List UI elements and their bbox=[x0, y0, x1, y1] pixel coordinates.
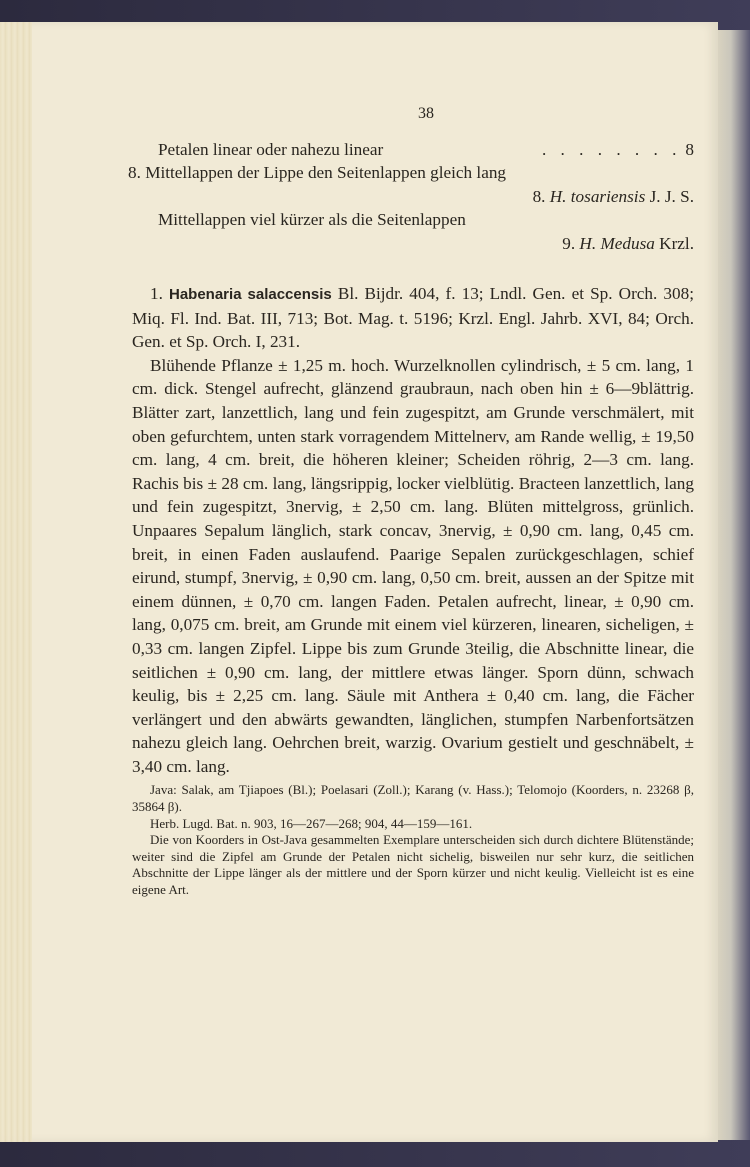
note-localities: Java: Salak, am Tjiapoes (Bl.); Poelasari (Zoll.); Karang (v. Hass.); Telomojo (Koorders, n. 23268 β, 35864 β). bbox=[132, 782, 694, 815]
key-line-3-num: 8. bbox=[532, 186, 546, 206]
key-line-3-author: J. J. S. bbox=[649, 186, 694, 206]
key-line-3-genus: H. bbox=[549, 186, 567, 206]
species-number: 1. bbox=[150, 284, 163, 303]
species-heading bbox=[132, 282, 694, 354]
note-herbarium: Herb. Lugd. Bat. n. 903, 16—267—268; 904, 44—159—161. bbox=[150, 815, 473, 831]
species-name: Habenaria salaccensis bbox=[169, 286, 332, 303]
species-entry bbox=[132, 282, 694, 899]
key-line-3-species: tosariensis bbox=[570, 186, 646, 206]
key-line-1 bbox=[158, 138, 694, 162]
key-line-1-ref: 8 bbox=[685, 139, 694, 159]
key-line-1-text: Petalen linear oder nahezu linear bbox=[158, 139, 384, 159]
key-line-5-genus: H. bbox=[579, 233, 597, 253]
species-description: Blühende Pflanze ± 1,25 m. hoch. Wurzelknollen cylindrisch, ± 5 cm. lang, 1 cm. dick. Stengel aufrecht, glänzend graubraun, nach oben hin ± 6—9blättrig. Blätter zart, lanzettlich, lang und fein zugespitzt, am Grunde verschmälert, mit oben gefurchtem, unten stark vorragendem Mittelnerv, am Rande wellig, ± 19,50 cm. lang, 4 cm. breit, die höheren kleiner; Scheiden röhrig, 2—3 cm. lang. Rachis bis ± 28 cm. lang, längsrippig, locker vielblütig. Bracteen lanzettlich, lang und fein zugespitzt, 3nervig, ± 2,50 cm. lang. Blüten mittelgross, grünlich. Unpaares Sepalum länglich, stark concav, 3nervig, ± 0,90 cm. lang, 0,45 cm. breit, in einen Faden auslaufend. Paarige Sepalen zurückgeschlagen, schief eirund, stumpf, 3nervig, ± 0,90 cm. lang, 0,50 cm. breit, aussen an der Spitze mit einem dünnen, ± 0,70 cm. langen Faden. Petalen aufrecht, linear, ± 0,90 cm. lang, 0,075 cm. breit, am Grunde mit einem viel kürzeren, linearen, sicheligen, ± 0,33 cm. langen Zipfel. Lippe bis zum Grunde 3teilig, die Abschnitte linear, die seitlichen ± 0,90 cm. lang, der mittlere etwas länger. Sporn dünn, schwach keulig, bis ± 2,25 cm. lang. Säule mit Anthera ± 0,40 cm. lang, die Fächer verlängert und den abwärts gewandten, länglichen, stumpfen Narbenfortsätzen nahezu gleich lang. Oehrchen breit, warzig. Ovarium gestielt und geschnäbelt, ± 3,40 cm. lang. bbox=[132, 355, 694, 776]
key-line-5-num: 9. bbox=[562, 233, 576, 253]
key-line-2: 8. Mittellappen der Lippe den Seitenlappen gleich lang bbox=[128, 163, 507, 183]
key-line-5 bbox=[158, 232, 694, 256]
key-line-3 bbox=[158, 185, 694, 209]
key-line-4: Mittellappen viel kürzer als die Seitenlappen bbox=[158, 210, 466, 230]
key-line-5-species: Medusa bbox=[600, 233, 655, 253]
page-edge bbox=[0, 22, 32, 1142]
note-remark: Die von Koorders in Ost-Java gesammelten Exemplare unterscheiden sich durch dichtere Blütenstände; weiter sind die Zipfel am Grunde der Petalen nicht sichelig, bisweilen nur sehr kurz, die seitlichen Abschnitte der Lippe länger als der mittlere und der Sporn kürzer und nicht keulig. Vielleicht ist es eine eigene Art. bbox=[132, 832, 694, 898]
key-line-5-author: Krzl. bbox=[659, 233, 694, 253]
page-number: 38 bbox=[418, 105, 434, 122]
species-citation: Bl. Bijdr. 404, f. 13; Lndl. Gen. et Sp. Orch. 308; Miq. Fl. Ind. Bat. III, 713; Bot. Mag. t. 5196; Krzl. Engl. Jahrb. XVI, 84; Orch. Gen. et Sp. Orch. I, 231. bbox=[132, 284, 694, 352]
right-page-stack bbox=[718, 30, 750, 1140]
key-line-1-dots: . . . . . . . . bbox=[541, 139, 682, 159]
notes bbox=[132, 782, 694, 898]
page-text bbox=[128, 102, 694, 256]
